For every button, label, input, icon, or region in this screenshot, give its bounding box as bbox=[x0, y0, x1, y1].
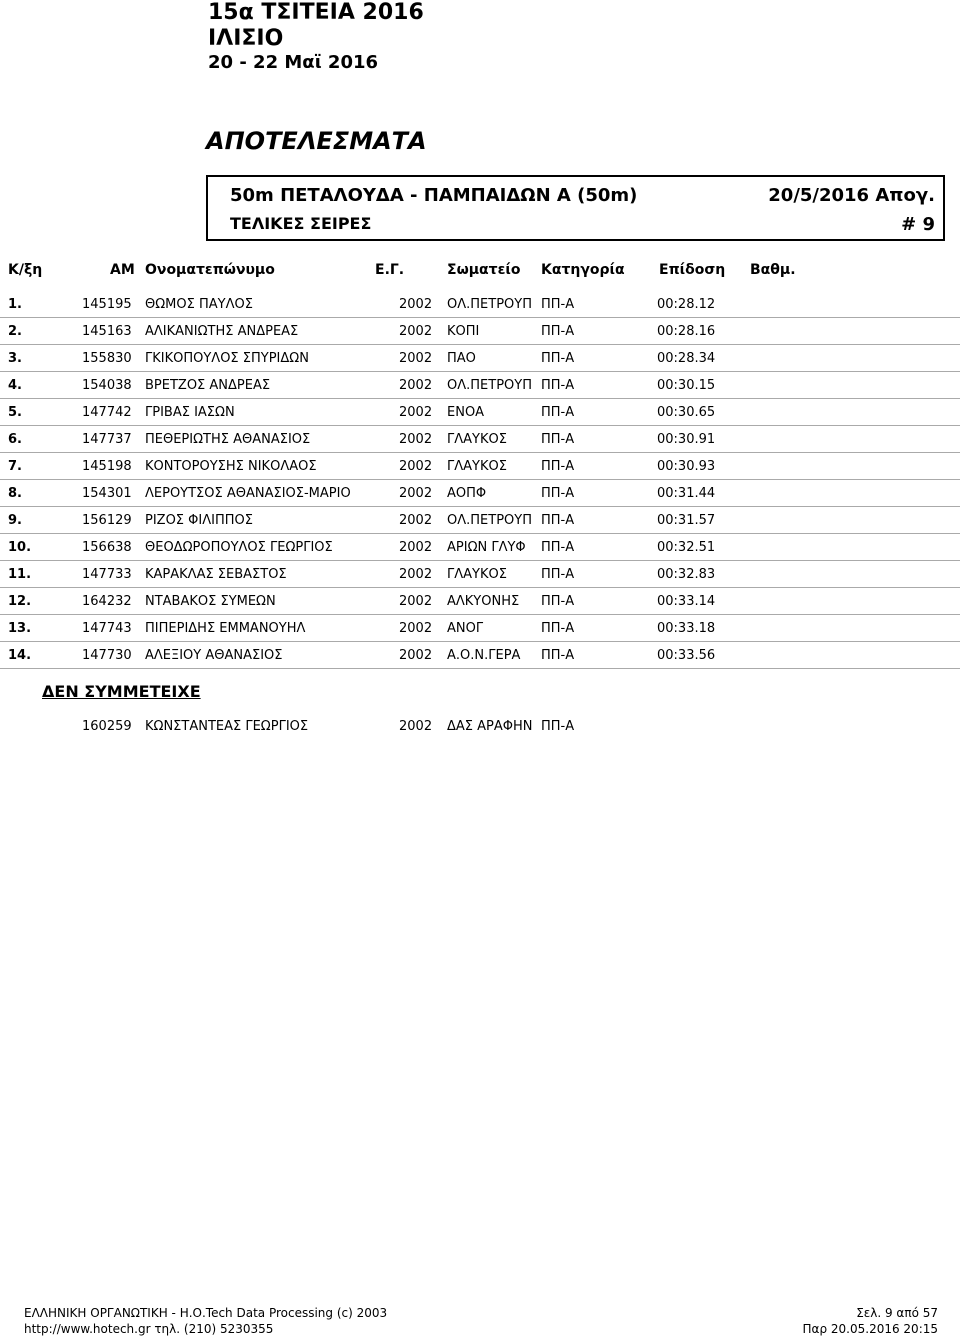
col-club: Σωματείο bbox=[447, 262, 521, 278]
result-time: 00:28.12 bbox=[657, 297, 716, 312]
am: 145163 bbox=[82, 324, 132, 339]
results-table bbox=[0, 291, 960, 669]
swimmer-name: ΠΕΘΕΡΙΩΤΗΣ ΑΘΑΝΑΣΙΟΣ bbox=[145, 432, 311, 447]
category: ΠΠ-Α bbox=[541, 719, 575, 734]
result-time: 00:32.51 bbox=[657, 540, 716, 555]
swimmer-name: ΝΤΑΒΑΚΟΣ ΣΥΜΕΩΝ bbox=[145, 594, 276, 609]
swimmer-name: ΓΚΙΚΟΠΟΥΛΟΣ ΣΠΥΡΙΔΩΝ bbox=[145, 351, 309, 366]
table-row bbox=[0, 534, 960, 561]
table-row bbox=[0, 615, 960, 642]
swimmer-name: ΛΕΡΟΥΤΣΟΣ ΑΘΑΝΑΣΙΟΣ-ΜΑΡΙΟ bbox=[145, 486, 351, 501]
result-time: 00:30.65 bbox=[657, 405, 716, 420]
birth-year: 2002 bbox=[399, 486, 433, 501]
result-time: 00:32.83 bbox=[657, 567, 716, 582]
results-heading: ΑΠΟΤΕΛΕΣΜΑΤΑ bbox=[206, 127, 427, 155]
club: ΟΛ.ΠΕΤΡΟΥΠ bbox=[447, 297, 532, 312]
table-row bbox=[0, 588, 960, 615]
result-time: 00:30.93 bbox=[657, 459, 716, 474]
category: ΠΠ-Α bbox=[541, 486, 575, 501]
event-date-session: 20/5/2016 Απογ. bbox=[768, 185, 935, 206]
table-row bbox=[0, 507, 960, 534]
category: ΠΠ-Α bbox=[541, 594, 575, 609]
club: ΔΑΣ ΑΡΑΦΗΝ bbox=[447, 719, 533, 734]
col-category: Κατηγορία bbox=[541, 262, 625, 278]
category: ΠΠ-Α bbox=[541, 351, 575, 366]
am: 160259 bbox=[82, 719, 132, 734]
col-name: Ονοματεπώνυμο bbox=[145, 262, 275, 278]
birth-year: 2002 bbox=[399, 351, 433, 366]
club: ΓΛΑΥΚΟΣ bbox=[447, 432, 507, 447]
rank: 8. bbox=[8, 486, 22, 501]
event-name: 50m ΠΕΤΑΛΟΥΔΑ - ΠΑΜΠΑΙΔΩΝ Α (50m) bbox=[230, 185, 638, 206]
swimmer-name: ΚΑΡΑΚΛΑΣ ΣΕΒΑΣΤΟΣ bbox=[145, 567, 287, 582]
table-row bbox=[0, 642, 960, 669]
result-time: 00:28.34 bbox=[657, 351, 716, 366]
footer-page: Σελ. 9 από 57 bbox=[856, 1306, 938, 1320]
swimmer-name: ΘΩΜΟΣ ΠΑΥΛΟΣ bbox=[145, 297, 253, 312]
am: 147733 bbox=[82, 567, 132, 582]
club: ΚΟΠΙ bbox=[447, 324, 480, 339]
meet-title: 15α ΤΣΙΤΕΙΑ 2016 bbox=[208, 0, 424, 25]
col-time: Επίδοση bbox=[659, 262, 726, 278]
am: 147742 bbox=[82, 405, 132, 420]
category: ΠΠ-Α bbox=[541, 378, 575, 393]
club: Α.Ο.Ν.ΓΕΡΑ bbox=[447, 648, 521, 663]
rank: 11. bbox=[8, 567, 32, 582]
category: ΠΠ-Α bbox=[541, 567, 575, 582]
am: 156129 bbox=[82, 513, 132, 528]
rank: 3. bbox=[8, 351, 22, 366]
category: ΠΠ-Α bbox=[541, 459, 575, 474]
footer-printed: Παρ 20.05.2016 20:15 bbox=[802, 1322, 938, 1336]
am: 145198 bbox=[82, 459, 132, 474]
table-row bbox=[0, 318, 960, 345]
rank: 9. bbox=[8, 513, 22, 528]
swimmer-name: ΑΛΕΞΙΟΥ ΑΘΑΝΑΣΙΟΣ bbox=[145, 648, 283, 663]
category: ΠΠ-Α bbox=[541, 621, 575, 636]
rank: 5. bbox=[8, 405, 22, 420]
birth-year: 2002 bbox=[399, 567, 433, 582]
am: 156638 bbox=[82, 540, 132, 555]
category: ΠΠ-Α bbox=[541, 297, 575, 312]
swimmer-name: ΚΩΝΣΤΑΝΤΕΑΣ ΓΕΩΡΓΙΟΣ bbox=[145, 719, 309, 734]
meet-dates: 20 - 22 Μαϊ 2016 bbox=[208, 52, 379, 73]
table-row bbox=[0, 372, 960, 399]
birth-year: 2002 bbox=[399, 324, 433, 339]
table-row bbox=[0, 453, 960, 480]
swimmer-name: ΠΙΠΕΡΙΔΗΣ ΕΜΜΑΝΟΥΗΛ bbox=[145, 621, 306, 636]
club: ΓΛΑΥΚΟΣ bbox=[447, 567, 507, 582]
birth-year: 2002 bbox=[399, 594, 433, 609]
club: ΑΛΚΥΟΝΗΣ bbox=[447, 594, 520, 609]
table-row bbox=[0, 426, 960, 453]
footer-org: ΕΛΛΗΝΙΚΗ ΟΡΓΑΝΩΤΙΚΗ - Η.Ο.Tech Data Processing (c) 2003 bbox=[24, 1306, 388, 1320]
result-time: 00:33.18 bbox=[657, 621, 716, 636]
am: 147743 bbox=[82, 621, 132, 636]
category: ΠΠ-Α bbox=[541, 324, 575, 339]
rank: 2. bbox=[8, 324, 22, 339]
event-box bbox=[206, 175, 945, 241]
birth-year: 2002 bbox=[399, 719, 433, 734]
event-number: # 9 bbox=[901, 214, 935, 235]
club: ΓΛΑΥΚΟΣ bbox=[447, 459, 507, 474]
birth-year: 2002 bbox=[399, 459, 433, 474]
table-row bbox=[0, 291, 960, 318]
result-time: 00:30.91 bbox=[657, 432, 716, 447]
category: ΠΠ-Α bbox=[541, 648, 575, 663]
result-time: 00:33.14 bbox=[657, 594, 716, 609]
am: 147737 bbox=[82, 432, 132, 447]
table-row bbox=[0, 345, 960, 372]
am: 155830 bbox=[82, 351, 132, 366]
rank: 6. bbox=[8, 432, 22, 447]
col-points: Βαθμ. bbox=[750, 262, 796, 278]
rank: 4. bbox=[8, 378, 22, 393]
birth-year: 2002 bbox=[399, 432, 433, 447]
result-time: 00:33.56 bbox=[657, 648, 716, 663]
club: ΠΑΟ bbox=[447, 351, 476, 366]
swimmer-name: ΒΡΕΤΖΟΣ ΑΝΔΡΕΑΣ bbox=[145, 378, 271, 393]
swimmer-name: ΓΡΙΒΑΣ ΙΑΣΩΝ bbox=[145, 405, 235, 420]
swimmer-name: ΘΕΟΔΩΡΟΠΟΥΛΟΣ ΓΕΩΡΓΙΟΣ bbox=[145, 540, 333, 555]
birth-year: 2002 bbox=[399, 297, 433, 312]
rank: 7. bbox=[8, 459, 22, 474]
birth-year: 2002 bbox=[399, 405, 433, 420]
swimmer-name: ΑΛΙΚΑΝΙΩΤΗΣ ΑΝΔΡΕΑΣ bbox=[145, 324, 299, 339]
rank: 12. bbox=[8, 594, 32, 609]
swimmer-name: ΡΙΖΟΣ ΦΙΛΙΠΠΟΣ bbox=[145, 513, 253, 528]
am: 154038 bbox=[82, 378, 132, 393]
rank: 14. bbox=[8, 648, 32, 663]
category: ΠΠ-Α bbox=[541, 540, 575, 555]
footer-contact: http://www.hotech.gr τηλ. (210) 5230355 bbox=[24, 1322, 274, 1336]
dns-heading: ΔΕΝ ΣΥΜΜΕΤΕΙΧΕ bbox=[42, 682, 201, 701]
rank: 10. bbox=[8, 540, 32, 555]
birth-year: 2002 bbox=[399, 648, 433, 663]
result-time: 00:31.57 bbox=[657, 513, 716, 528]
result-time: 00:31.44 bbox=[657, 486, 716, 501]
am: 164232 bbox=[82, 594, 132, 609]
category: ΠΠ-Α bbox=[541, 432, 575, 447]
rank: 13. bbox=[8, 621, 32, 636]
category: ΠΠ-Α bbox=[541, 513, 575, 528]
table-row bbox=[0, 480, 960, 507]
meet-venue: ΙΛΙΣΙΟ bbox=[208, 26, 284, 51]
swimmer-name: ΚΟΝΤΟΡΟΥΣΗΣ ΝΙΚΟΛΑΟΣ bbox=[145, 459, 317, 474]
col-rank: Κ/ξη bbox=[8, 262, 43, 278]
club: ΑΡΙΩΝ ΓΛΥΦ bbox=[447, 540, 526, 555]
club: ΑΟΠΦ bbox=[447, 486, 487, 501]
birth-year: 2002 bbox=[399, 621, 433, 636]
column-header bbox=[0, 262, 960, 282]
dns-row bbox=[0, 719, 960, 739]
club: ΑΝΟΓ bbox=[447, 621, 484, 636]
col-yob: Ε.Γ. bbox=[375, 262, 405, 278]
page-footer bbox=[0, 1300, 960, 1339]
birth-year: 2002 bbox=[399, 378, 433, 393]
birth-year: 2002 bbox=[399, 540, 433, 555]
club: ΟΛ.ΠΕΤΡΟΥΠ bbox=[447, 378, 532, 393]
club: ΕΝΟΑ bbox=[447, 405, 485, 420]
category: ΠΠ-Α bbox=[541, 405, 575, 420]
table-row bbox=[0, 399, 960, 426]
club: ΟΛ.ΠΕΤΡΟΥΠ bbox=[447, 513, 532, 528]
result-time: 00:28.16 bbox=[657, 324, 716, 339]
am: 154301 bbox=[82, 486, 132, 501]
event-phase: ΤΕΛΙΚΕΣ ΣΕΙΡΕΣ bbox=[230, 214, 372, 233]
am: 145195 bbox=[82, 297, 132, 312]
col-am: ΑΜ bbox=[110, 262, 135, 278]
am: 147730 bbox=[82, 648, 132, 663]
birth-year: 2002 bbox=[399, 513, 433, 528]
rank: 1. bbox=[8, 297, 22, 312]
result-time: 00:30.15 bbox=[657, 378, 716, 393]
table-row bbox=[0, 561, 960, 588]
